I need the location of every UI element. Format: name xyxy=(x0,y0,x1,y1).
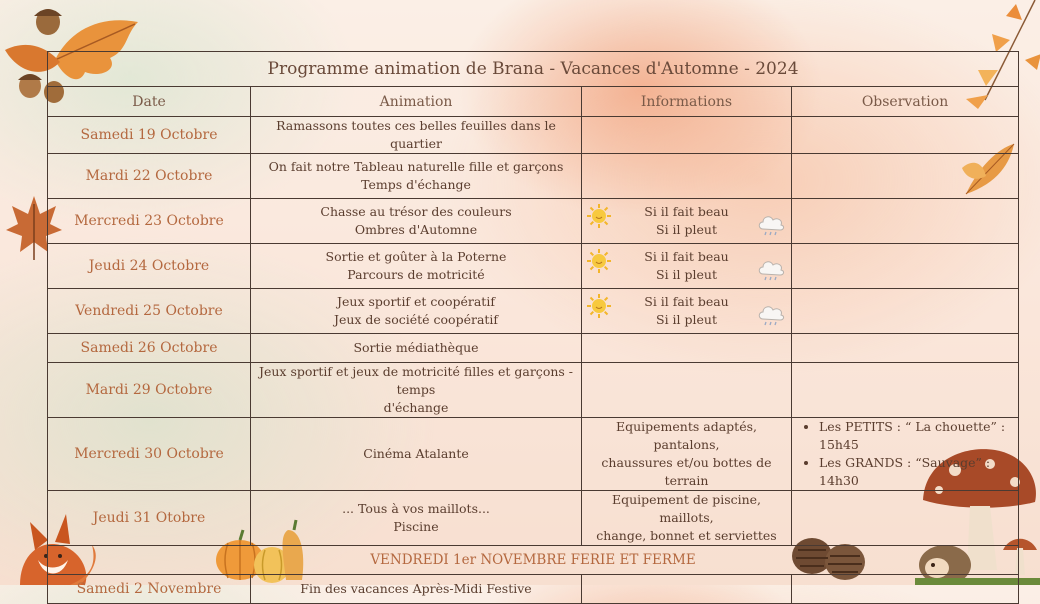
animation-cell xyxy=(251,418,582,491)
cloud-icon xyxy=(757,213,785,237)
animation-line: Sortie médiathèque xyxy=(353,340,479,355)
observation-item: • Les PETITS : “ La chouette” : 15h45 xyxy=(819,418,1015,454)
date-cell: Mercredi 30 Octobre xyxy=(48,418,251,491)
animation-cell xyxy=(251,199,582,244)
table-row xyxy=(48,363,1019,418)
info-line: chaussures et/ou bottes de terrain xyxy=(601,455,772,488)
animation-cell xyxy=(251,363,582,418)
animation-line: Ombres d'Automne xyxy=(354,222,478,237)
info-line: Si il fait beau xyxy=(644,294,729,309)
info-cell xyxy=(582,334,792,363)
table-row xyxy=(48,154,1019,199)
column-header-animation: Animation xyxy=(251,87,582,117)
observation-cell xyxy=(792,491,1019,546)
observation-cell xyxy=(792,289,1019,334)
animation-line: Jeux sportif et jeux de motricité filles et garçons - temps xyxy=(258,364,574,397)
info-line: Si il pleut xyxy=(656,312,717,327)
animation-cell xyxy=(251,289,582,334)
animation-line: Ramassons toutes ces belles feuilles dans le quartier xyxy=(276,118,556,151)
date-cell: Mardi 22 Octobre xyxy=(48,154,251,199)
animation-cell: Fin des vacances Après-Midi Festive xyxy=(251,575,582,604)
observation-cell xyxy=(792,154,1019,199)
animation-line: Temps d'échange xyxy=(361,177,471,192)
info-line: change, bonnet et serviettes xyxy=(596,528,777,543)
sun-icon xyxy=(586,248,612,274)
animation-cell xyxy=(251,491,582,546)
date-cell: Jeudi 24 Octobre xyxy=(48,244,251,289)
info-cell xyxy=(582,199,792,244)
table-row xyxy=(48,491,1019,546)
table-row xyxy=(48,334,1019,363)
animation-line: Parcours de motricité xyxy=(347,267,485,282)
animation-line: Jeux de société coopératif xyxy=(333,312,499,327)
animation-line: ... Tous à vos maillots... xyxy=(342,501,490,516)
info-line: Equipements adaptés, pantalons, xyxy=(615,419,757,452)
animation-cell xyxy=(251,244,582,289)
animation-line: Chasse au trésor des couleurs xyxy=(320,204,512,219)
table-row xyxy=(48,418,1019,491)
table-row xyxy=(48,289,1019,334)
observation-cell xyxy=(792,244,1019,289)
date-cell: Samedi 19 Octobre xyxy=(48,117,251,154)
table-row xyxy=(48,199,1019,244)
column-header-informations: Informations xyxy=(582,87,792,117)
animation-line: Jeux sportif et coopératif xyxy=(337,294,495,309)
info-line: Equipement de piscine, maillots, xyxy=(611,492,762,525)
date-cell: Mardi 29 Octobre xyxy=(48,363,251,418)
info-cell xyxy=(582,491,792,546)
date-cell: Samedi 26 Octobre xyxy=(48,334,251,363)
info-line: Si il fait beau xyxy=(644,249,729,264)
info-cell xyxy=(582,575,792,604)
animation-line: Piscine xyxy=(393,519,439,534)
holiday-notice: VENDREDI 1er NOVEMBRE FERIE ET FERME xyxy=(48,546,1019,575)
table-row xyxy=(48,575,1019,604)
date-cell: Vendredi 25 Octobre xyxy=(48,289,251,334)
info-line: Si il fait beau xyxy=(644,204,729,219)
observation-cell xyxy=(792,363,1019,418)
column-header-date: Date xyxy=(48,87,251,117)
observation-cell xyxy=(792,418,1019,491)
animation-cell xyxy=(251,117,582,154)
cloud-icon xyxy=(757,303,785,327)
observation-cell xyxy=(792,199,1019,244)
holiday-row xyxy=(48,546,1019,575)
info-cell xyxy=(582,244,792,289)
animation-cell xyxy=(251,334,582,363)
observation-item: • Les GRANDS : “Sauvage” : 14h30 xyxy=(819,454,1015,490)
observation-cell xyxy=(792,575,1019,604)
info-cell xyxy=(582,154,792,199)
animation-line: Sortie et goûter à la Poterne xyxy=(325,249,507,264)
date-cell: Jeudi 31 Otobre xyxy=(48,491,251,546)
page-title: Programme animation de Brana - Vacances d'Automne - 2024 xyxy=(48,52,1019,87)
date-cell: Mercredi 23 Octobre xyxy=(48,199,251,244)
info-line: Si il pleut xyxy=(656,267,717,282)
animation-line: d'échange xyxy=(383,400,449,415)
observation-cell xyxy=(792,334,1019,363)
schedule-table xyxy=(47,51,1019,604)
animation-line: On fait notre Tableau naturelle fille et garçons xyxy=(268,159,564,174)
info-cell xyxy=(582,363,792,418)
date-cell: Samedi 2 Novembre xyxy=(48,575,251,604)
sun-icon xyxy=(586,293,612,319)
info-cell xyxy=(582,117,792,154)
table-row xyxy=(48,117,1019,154)
cloud-icon xyxy=(757,258,785,282)
info-cell xyxy=(582,289,792,334)
observation-cell xyxy=(792,117,1019,154)
info-cell xyxy=(582,418,792,491)
sun-icon xyxy=(586,203,612,229)
animation-cell xyxy=(251,154,582,199)
column-header-observation: Observation xyxy=(792,87,1019,117)
observation-list xyxy=(795,418,1015,490)
info-line: Si il pleut xyxy=(656,222,717,237)
animation-line: Cinéma Atalante xyxy=(363,446,469,461)
table-row xyxy=(48,244,1019,289)
